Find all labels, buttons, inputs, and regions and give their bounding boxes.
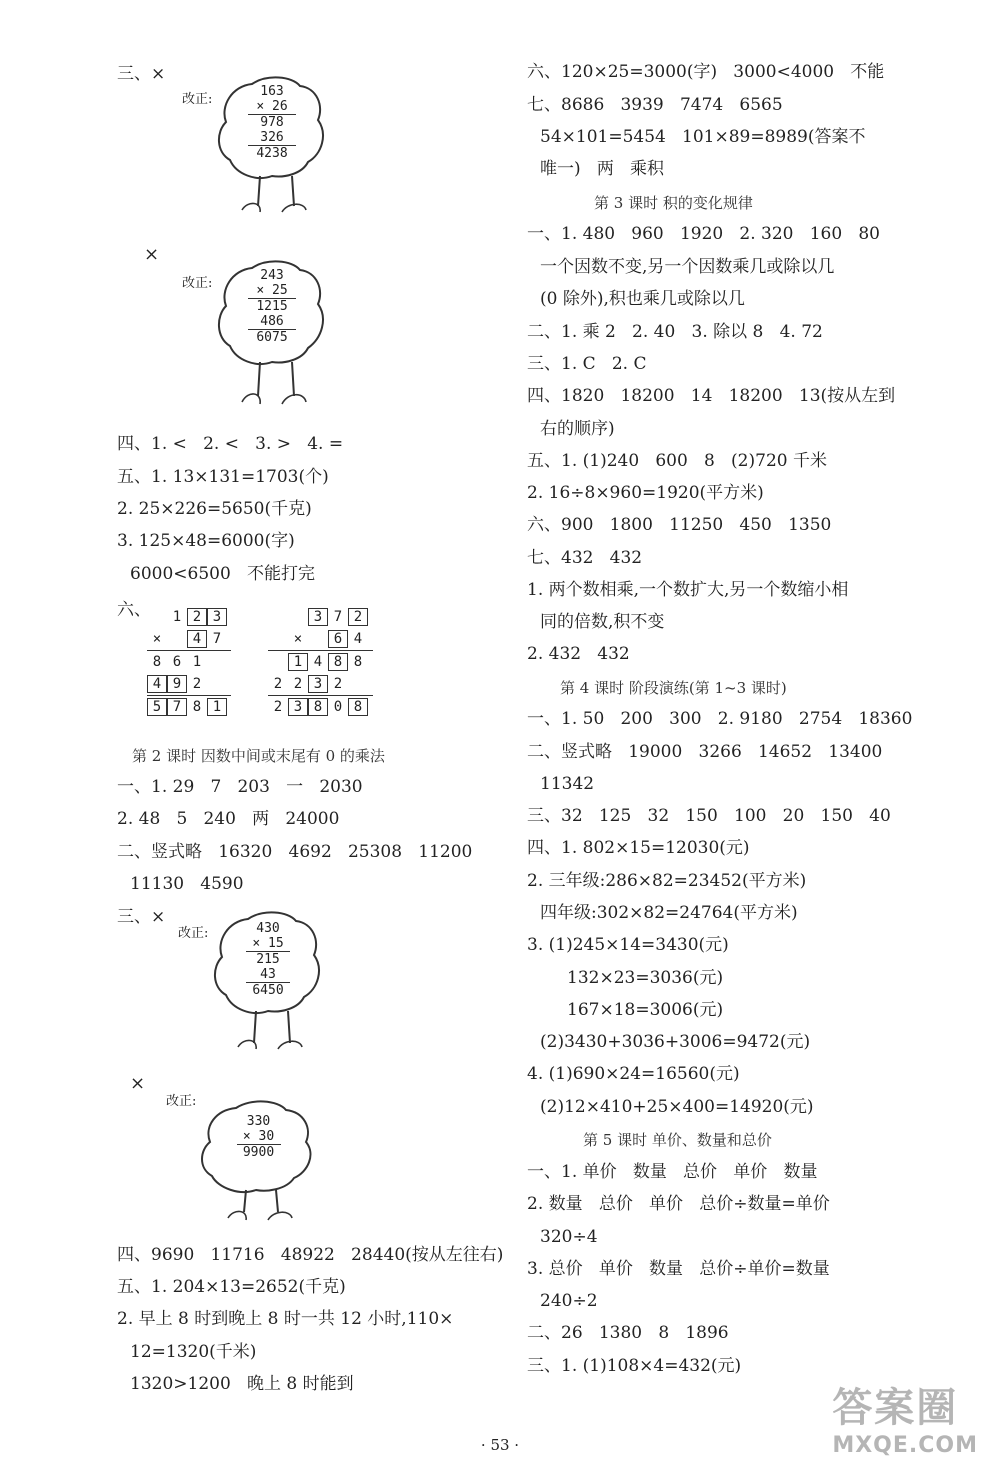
- watermark-bottom: MXQE.COM: [832, 1433, 978, 1458]
- lesson-2-heading: 第 2 课时 因数中间或末尾有 0 的乘法: [132, 747, 385, 765]
- puzzle-box-digit: 4: [187, 630, 207, 648]
- answer-line: 54×101=5454 101×89=8989(答案不: [540, 127, 866, 147]
- tree-line: × 26: [256, 99, 288, 114]
- answer-line: 一、1. 480 960 1920 2. 320 160 80: [527, 224, 880, 244]
- puzzle-digit: 1: [172, 609, 182, 625]
- answer-line: 2. 25×226=5650(千克): [117, 499, 312, 519]
- answer-line: (0 除外),积也乘几或除以几: [540, 289, 745, 309]
- puzzle-digit: 4: [313, 654, 323, 670]
- tree-line: 1215: [256, 299, 288, 314]
- correction-label: 改正:: [178, 926, 209, 941]
- puzzle-digit: 8: [152, 654, 162, 670]
- puzzle-box-digit: 8: [348, 698, 368, 716]
- answer-line: 七、8686 3939 7474 6565: [527, 95, 783, 115]
- puzzle-row: [147, 606, 231, 628]
- answer-line: 四、1. < 2. < 3. > 4. =: [117, 434, 344, 454]
- puzzle-digit: 2: [192, 676, 202, 692]
- puzzle-digit: 7: [212, 631, 222, 647]
- puzzle-digit: 8: [192, 699, 202, 715]
- puzzle-digit: ×: [152, 631, 162, 647]
- puzzle-digit: [348, 675, 368, 693]
- cross-mark: ×: [130, 1073, 146, 1094]
- puzzle-row: [147, 628, 231, 650]
- puzzle-digit: 6: [172, 654, 182, 670]
- answer-line: 六、120×25=3000(字) 3000<4000 不能: [527, 62, 885, 82]
- tree-line: 486: [260, 314, 284, 329]
- correction-label: 改正:: [182, 92, 213, 107]
- puzzle-digit: ×: [293, 631, 303, 647]
- lesson-5-heading: 第 5 课时 单价、数量和总价: [583, 1131, 772, 1149]
- section-3-heading: 三、×: [117, 64, 166, 84]
- answer-line: 四、1. 802×15=12030(元): [527, 838, 750, 858]
- puzzle-digit: [167, 630, 187, 648]
- answer-line: 12=1320(千米): [130, 1342, 257, 1362]
- answer-line: 一、1. 50 200 300 2. 9180 2754 18360: [527, 709, 913, 729]
- tree-line: 215: [256, 952, 280, 967]
- answer-line: 三、32 125 32 150 100 20 150 40: [527, 806, 891, 826]
- answer-line: 五、1. 204×13=2652(千克): [117, 1277, 346, 1297]
- answer-line: 240÷2: [540, 1291, 598, 1311]
- puzzle-box-digit: 8: [308, 698, 328, 716]
- answer-line: 167×18=3006(元): [567, 1000, 724, 1020]
- puzzle-row: [268, 628, 373, 650]
- puzzle-box-digit: 7: [167, 698, 187, 716]
- answer-line: 2. 早上 8 时到晚上 8 时一共 12 小时,110×: [117, 1309, 454, 1329]
- tree-line: 326: [260, 130, 284, 145]
- answer-line: 四、1820 18200 14 18200 13(按从左到: [527, 386, 896, 406]
- answer-line: 一个因数不变,另一个因数乘几或除以几: [540, 257, 835, 277]
- answer-line: 2. 数量 总价 单价 总价÷数量=单价: [527, 1194, 830, 1214]
- answer-line: 3. 125×48=6000(字): [117, 531, 295, 551]
- tree-calculation: [208, 907, 328, 1059]
- puzzle-row: [268, 606, 373, 628]
- section-3b-heading: 三、×: [117, 907, 166, 927]
- puzzle-row: [268, 673, 373, 695]
- answer-line: 6000<6500 不能打完: [130, 564, 315, 584]
- puzzle-box-digit: 5: [147, 698, 167, 716]
- answer-line: 四年级:302×82=24764(平方米): [540, 903, 798, 923]
- puzzle-box-digit: 1: [288, 653, 308, 671]
- cross-mark: ×: [144, 244, 160, 265]
- answer-line: 同的倍数,积不变: [540, 612, 665, 632]
- answer-line: 一、1. 29 7 203 一 2030: [117, 777, 363, 797]
- answer-line: 三、1. (1)108×4=432(元): [527, 1356, 742, 1376]
- answer-line: 三、1. C 2. C: [527, 354, 647, 374]
- tree-calculation: [196, 1098, 321, 1228]
- multiplication-puzzle-1: [147, 606, 231, 718]
- tree-line: 6075: [256, 330, 288, 345]
- puzzle-box-digit: 2: [348, 608, 368, 626]
- answer-line: 二、26 1380 8 1896: [527, 1323, 729, 1343]
- watermark-top: 答案圈: [832, 1385, 959, 1431]
- puzzle-box-digit: 6: [328, 630, 348, 648]
- tree-line: 43: [260, 967, 276, 982]
- answer-line: 唯一) 两 乘积: [540, 159, 665, 179]
- tree-line: × 15: [252, 936, 284, 951]
- puzzle-digit: 1: [192, 654, 202, 670]
- tree-line: 243: [260, 268, 284, 283]
- tree-line: 6450: [252, 983, 284, 998]
- answer-line: 2. 432 432: [527, 644, 630, 664]
- answer-line: 二、竖式略 19000 3266 14652 13400: [527, 742, 883, 762]
- answer-line: (2)12×410+25×400=14920(元): [540, 1097, 814, 1117]
- tree-calculation: [212, 256, 332, 414]
- answer-line: 二、竖式略 16320 4692 25308 11200: [117, 842, 473, 862]
- multiplication-puzzle-2: [268, 606, 373, 718]
- lesson-3-heading: 第 3 课时 积的变化规律: [594, 194, 753, 212]
- tree-line: 430: [256, 921, 280, 936]
- tree-line: 4238: [256, 146, 288, 161]
- answer-line: 3. (1)245×14=3430(元): [527, 935, 729, 955]
- page-number: · 53 ·: [480, 1436, 520, 1454]
- tree-calculation: [212, 72, 332, 222]
- puzzle-digit: 2: [293, 676, 303, 692]
- answer-line: 11342: [540, 774, 595, 794]
- correction-label: 改正:: [166, 1094, 197, 1109]
- puzzle-digit: [207, 675, 227, 693]
- answer-line: 132×23=3036(元): [567, 968, 724, 988]
- puzzle-box-digit: 3: [207, 608, 227, 626]
- puzzle-digit: 4: [353, 631, 363, 647]
- puzzle-digit: [268, 608, 288, 626]
- puzzle-row: [147, 651, 231, 673]
- puzzle-digit: 7: [333, 609, 343, 625]
- tree-line: 330: [246, 1114, 271, 1129]
- tree-line: 163: [260, 84, 284, 99]
- puzzle-box-digit: 1: [207, 698, 227, 716]
- answer-line: 1320>1200 晚上 8 时能到: [130, 1374, 354, 1394]
- puzzle-box-digit: 9: [167, 675, 187, 693]
- puzzle-digit: [207, 653, 227, 671]
- puzzle-box-digit: 2: [187, 608, 207, 626]
- puzzle-digit: [308, 630, 328, 648]
- answer-line: 11130 4590: [130, 874, 244, 894]
- answer-line: 4. (1)690×24=16560(元): [527, 1064, 740, 1084]
- tree-line: 9900: [242, 1145, 275, 1160]
- answer-line: 四、9690 11716 48922 28440(按从左往右): [117, 1245, 504, 1265]
- tree-line: × 30: [242, 1129, 275, 1144]
- puzzle-box-digit: 8: [328, 653, 348, 671]
- puzzle-digit: [147, 608, 167, 626]
- tree-line: 978: [260, 115, 284, 130]
- puzzle-digit: [268, 630, 288, 648]
- answer-line: 2. 48 5 240 两 24000: [117, 809, 340, 829]
- answer-line: 3. 总价 单价 数量 总价÷单价=数量: [527, 1259, 830, 1279]
- answer-line: 六、900 1800 11250 450 1350: [527, 515, 832, 535]
- puzzle-digit: [268, 653, 288, 671]
- answer-line: 2. 三年级:286×82=23452(平方米): [527, 871, 807, 891]
- correction-label: 改正:: [182, 276, 213, 291]
- puzzle-box-digit: 3: [288, 698, 308, 716]
- puzzle-digit: 2: [273, 699, 283, 715]
- section-6-heading: 六、: [117, 600, 151, 620]
- puzzle-box-digit: 4: [147, 675, 167, 693]
- puzzle-box-digit: 3: [308, 675, 328, 693]
- answer-line: 一、1. 单价 数量 总价 单价 数量: [527, 1162, 818, 1182]
- puzzle-digit: [288, 608, 308, 626]
- answer-line: (2)3430+3036+3006=9472(元): [540, 1032, 811, 1052]
- answer-line: 右的顺序): [540, 419, 615, 439]
- puzzle-digit: 2: [333, 676, 343, 692]
- puzzle-row: [147, 696, 231, 718]
- tree-line: × 25: [256, 283, 288, 298]
- puzzle-digit: 0: [333, 699, 343, 715]
- lesson-4-heading: 第 4 课时 阶段演练(第 1~3 课时): [560, 679, 787, 697]
- watermark-logo: [832, 1376, 978, 1458]
- answer-line: 1. 两个数相乘,一个数扩大,另一个数缩小相: [527, 580, 849, 600]
- answer-line: 320÷4: [540, 1227, 598, 1247]
- answer-line: 五、1. 13×131=1703(个): [117, 467, 329, 487]
- puzzle-digit: 2: [273, 676, 283, 692]
- puzzle-digit: 8: [353, 654, 363, 670]
- answer-line: 五、1. (1)240 600 8 (2)720 千米: [527, 451, 827, 471]
- answer-line: 二、1. 乘 2 2. 40 3. 除以 8 4. 72: [527, 322, 823, 342]
- answer-line: 七、432 432: [527, 548, 643, 568]
- puzzle-row: [268, 696, 373, 718]
- puzzle-row: [147, 673, 231, 695]
- puzzle-box-digit: 3: [308, 608, 328, 626]
- answer-line: 2. 16÷8×960=1920(平方米): [527, 483, 764, 503]
- puzzle-row: [268, 651, 373, 673]
